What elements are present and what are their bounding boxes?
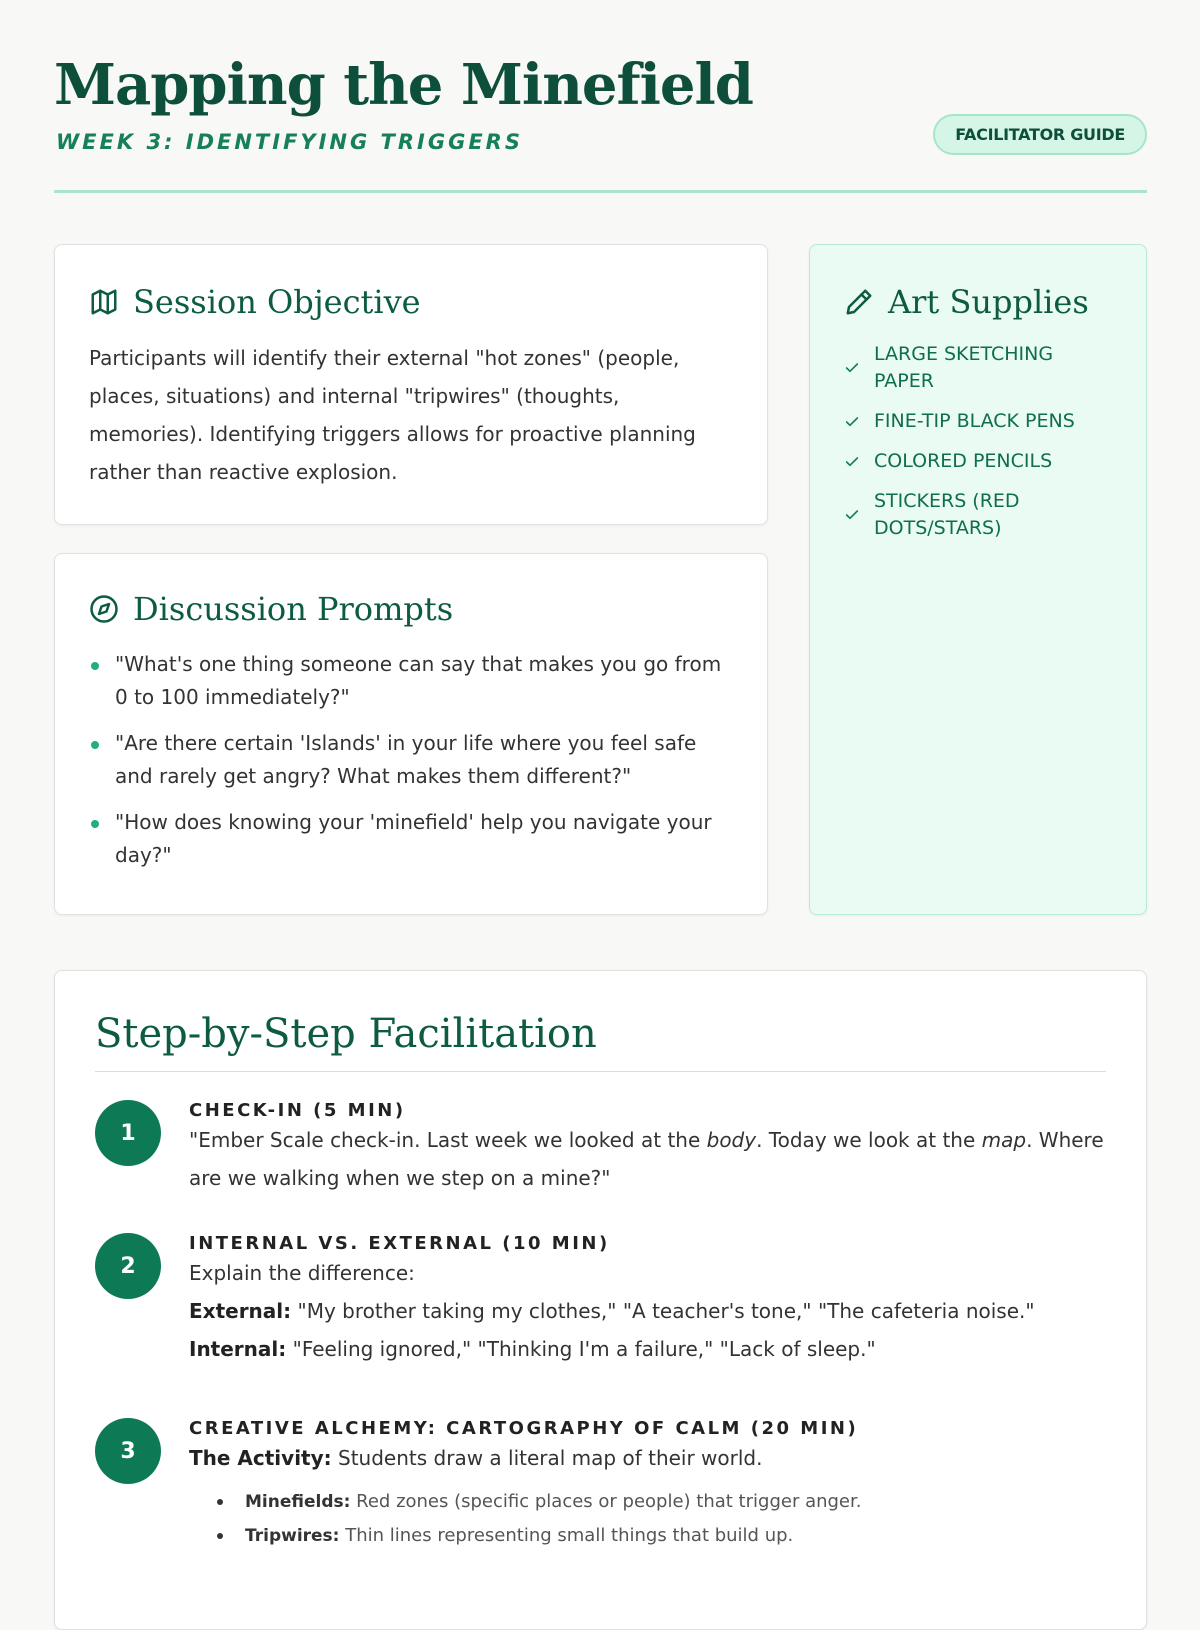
pencil-icon <box>844 287 874 317</box>
step-3 <box>95 1418 1106 1553</box>
art-supplies-card <box>809 244 1147 915</box>
activity-sub-list <box>241 1485 1106 1553</box>
session-objective-title: Session Objective <box>133 283 421 321</box>
art-supplies-title: Art Supplies <box>888 283 1089 321</box>
art-supplies-list <box>844 341 1112 542</box>
discussion-prompts-list <box>89 648 733 872</box>
supply-item <box>844 448 1112 475</box>
supply-item <box>844 408 1112 435</box>
prompt-item: "What's one thing someone can say that makes you go from 0 to 100 immediately?" <box>89 648 733 714</box>
step-heading: CHECK-IN (5 MIN) <box>189 1100 406 1121</box>
supply-label: FINE-TIP BLACK PENS <box>874 410 1075 432</box>
compass-icon <box>89 594 119 624</box>
art-supplies-heading <box>844 283 1112 321</box>
discussion-prompts-title: Discussion Prompts <box>133 590 454 628</box>
check-icon <box>844 507 860 523</box>
step-number-badge: 1 <box>95 1100 161 1166</box>
step-number-badge: 3 <box>95 1418 161 1484</box>
supply-label: LARGE SKETCHING PAPER <box>874 343 1054 392</box>
facilitation-steps-card <box>54 970 1147 1630</box>
facilitation-steps-title: Step-by-Step Facilitation <box>95 1011 1106 1072</box>
check-icon <box>844 454 860 470</box>
activity-description: The Activity: Students draw a literal map of their world. <box>189 1446 763 1470</box>
supply-item <box>844 341 1112 395</box>
session-objective-card <box>54 244 768 525</box>
prompt-item: "How does knowing your 'minefield' help you navigate your day?" <box>89 806 733 872</box>
session-objective-heading <box>89 283 733 321</box>
session-objective-text: Participants will identify their external "hot zones" (people, places, situations) and internal "tripwires" (thoughts, memories). Identifying triggers allows for proactive planning rather than reactive explosion. <box>89 346 696 484</box>
activity-sub-item: Tripwires: Thin lines representing small things that build up. <box>241 1519 1106 1553</box>
step-2 <box>95 1233 1106 1368</box>
header <box>54 0 1147 193</box>
step-text: "Ember Scale check-in. Last week we looked at the body. Today we look at the map. Where are we walking when we step on a mine?" <box>189 1128 1104 1190</box>
check-icon <box>844 414 860 430</box>
external-example: External: "My brother taking my clothes," "A teacher's tone," "The cafeteria noise." <box>189 1299 1035 1323</box>
supply-label: COLORED PENCILS <box>874 450 1053 472</box>
map-icon <box>89 287 119 317</box>
internal-example: Internal: "Feeling ignored," "Thinking I'm a failure," "Lack of sleep." <box>189 1337 876 1361</box>
activity-sub-item: Minefields: Red zones (specific places or people) that trigger anger. <box>241 1485 1106 1519</box>
page <box>54 0 1147 1546</box>
discussion-prompts-card <box>54 553 768 915</box>
discussion-prompts-heading <box>89 590 733 628</box>
page-title: Mapping the Minefield <box>54 52 753 118</box>
step-1 <box>95 1100 1106 1197</box>
facilitator-guide-badge: FACILITATOR GUIDE <box>933 114 1147 155</box>
check-icon <box>844 360 860 376</box>
supply-label: STICKERS (RED DOTS/STARS) <box>874 490 1020 539</box>
prompt-item: "Are there certain 'Islands' in your life where you feel safe and rarely get angry? What makes them different?" <box>89 727 733 793</box>
step-intro: Explain the difference: <box>189 1261 415 1285</box>
step-number-badge: 2 <box>95 1233 161 1299</box>
supply-item <box>844 488 1112 542</box>
step-heading: CREATIVE ALCHEMY: CARTOGRAPHY OF CALM (20 MIN) <box>189 1418 859 1439</box>
page-subtitle: WEEK 3: IDENTIFYING TRIGGERS <box>56 130 523 154</box>
step-heading: INTERNAL VS. EXTERNAL (10 MIN) <box>189 1233 610 1254</box>
